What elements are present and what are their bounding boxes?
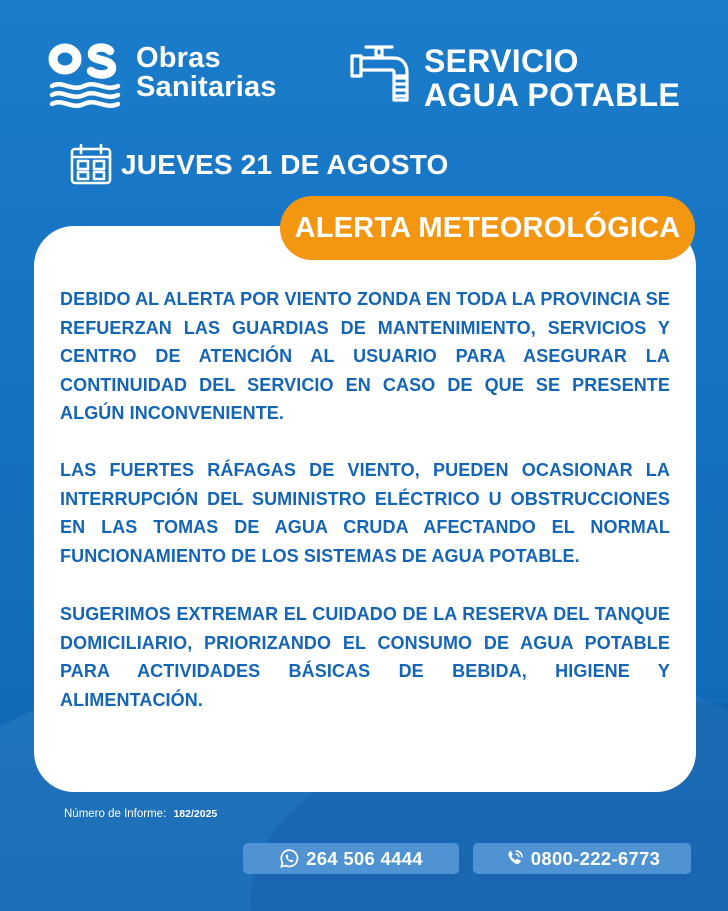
announcement-paragraph-1: DEBIDO AL ALERTA POR VIENTO ZONDA EN TODA LA PROVINCIA SE REFUERZAN LAS GUARDIAS DE MANTENIMIENTO, SERVICIOS Y CENTRO DE ATENCIÓN AL USUARIO PARA ASEGURAR LA CONTINUIDAD DEL SERVICIO EN CASO DE QUE SE PRESENTE ALGÚN INCONVENIENTE. (60, 289, 670, 423)
phone-contact-button[interactable] (473, 843, 691, 874)
brand-name (136, 44, 277, 102)
whatsapp-number: 264 506 4444 (306, 848, 423, 869)
service-line2: AGUA POTABLE (424, 77, 681, 113)
phone-number: 0800-222-6773 (530, 848, 661, 869)
os-logo-icon (48, 42, 122, 108)
whatsapp-contact-button[interactable] (243, 843, 459, 874)
announcement-paragraph-3: SUGERIMOS EXTREMAR EL CUIDADO DE LA RESERVA DEL TANQUE DOMICILIARIO, PRIORIZANDO EL CONSUMO DE AGUA POTABLE PARA ACTIVIDADES BÁSICAS DE BEBIDA, HIGIENE Y ALIMENTACIÓN. (60, 604, 670, 710)
service-line1: SERVICIO (424, 43, 579, 79)
report-label: Número de Informe: (64, 808, 167, 820)
phone-icon (504, 848, 525, 869)
alert-badge: ALERTA METEOROLÓGICA (280, 196, 695, 260)
report-number (64, 806, 217, 822)
date-label: JUEVES 21 DE AGOSTO (121, 149, 449, 180)
service-title (424, 44, 680, 112)
announcement-paragraph-2: LAS FUERTES RÁFAGAS DE VIENTO, PUEDEN OCASIONAR LA INTERRUPCIÓN DEL SUMINISTRO ELÉCTRICO U OBSTRUCCIONES EN LAS TOMAS DE AGUA CRUDA AFECTANDO EL NORMAL FUNCIONAMIENTO DE LOS SISTEMAS DE AGUA POTABLE. (60, 460, 670, 566)
whatsapp-icon (279, 848, 300, 869)
brand-line2: Sanitarias (136, 71, 277, 103)
report-value: 182/2025 (173, 808, 218, 820)
faucet-icon (350, 42, 412, 106)
brand-line1: Obras (136, 42, 221, 74)
calendar-icon (70, 143, 112, 185)
